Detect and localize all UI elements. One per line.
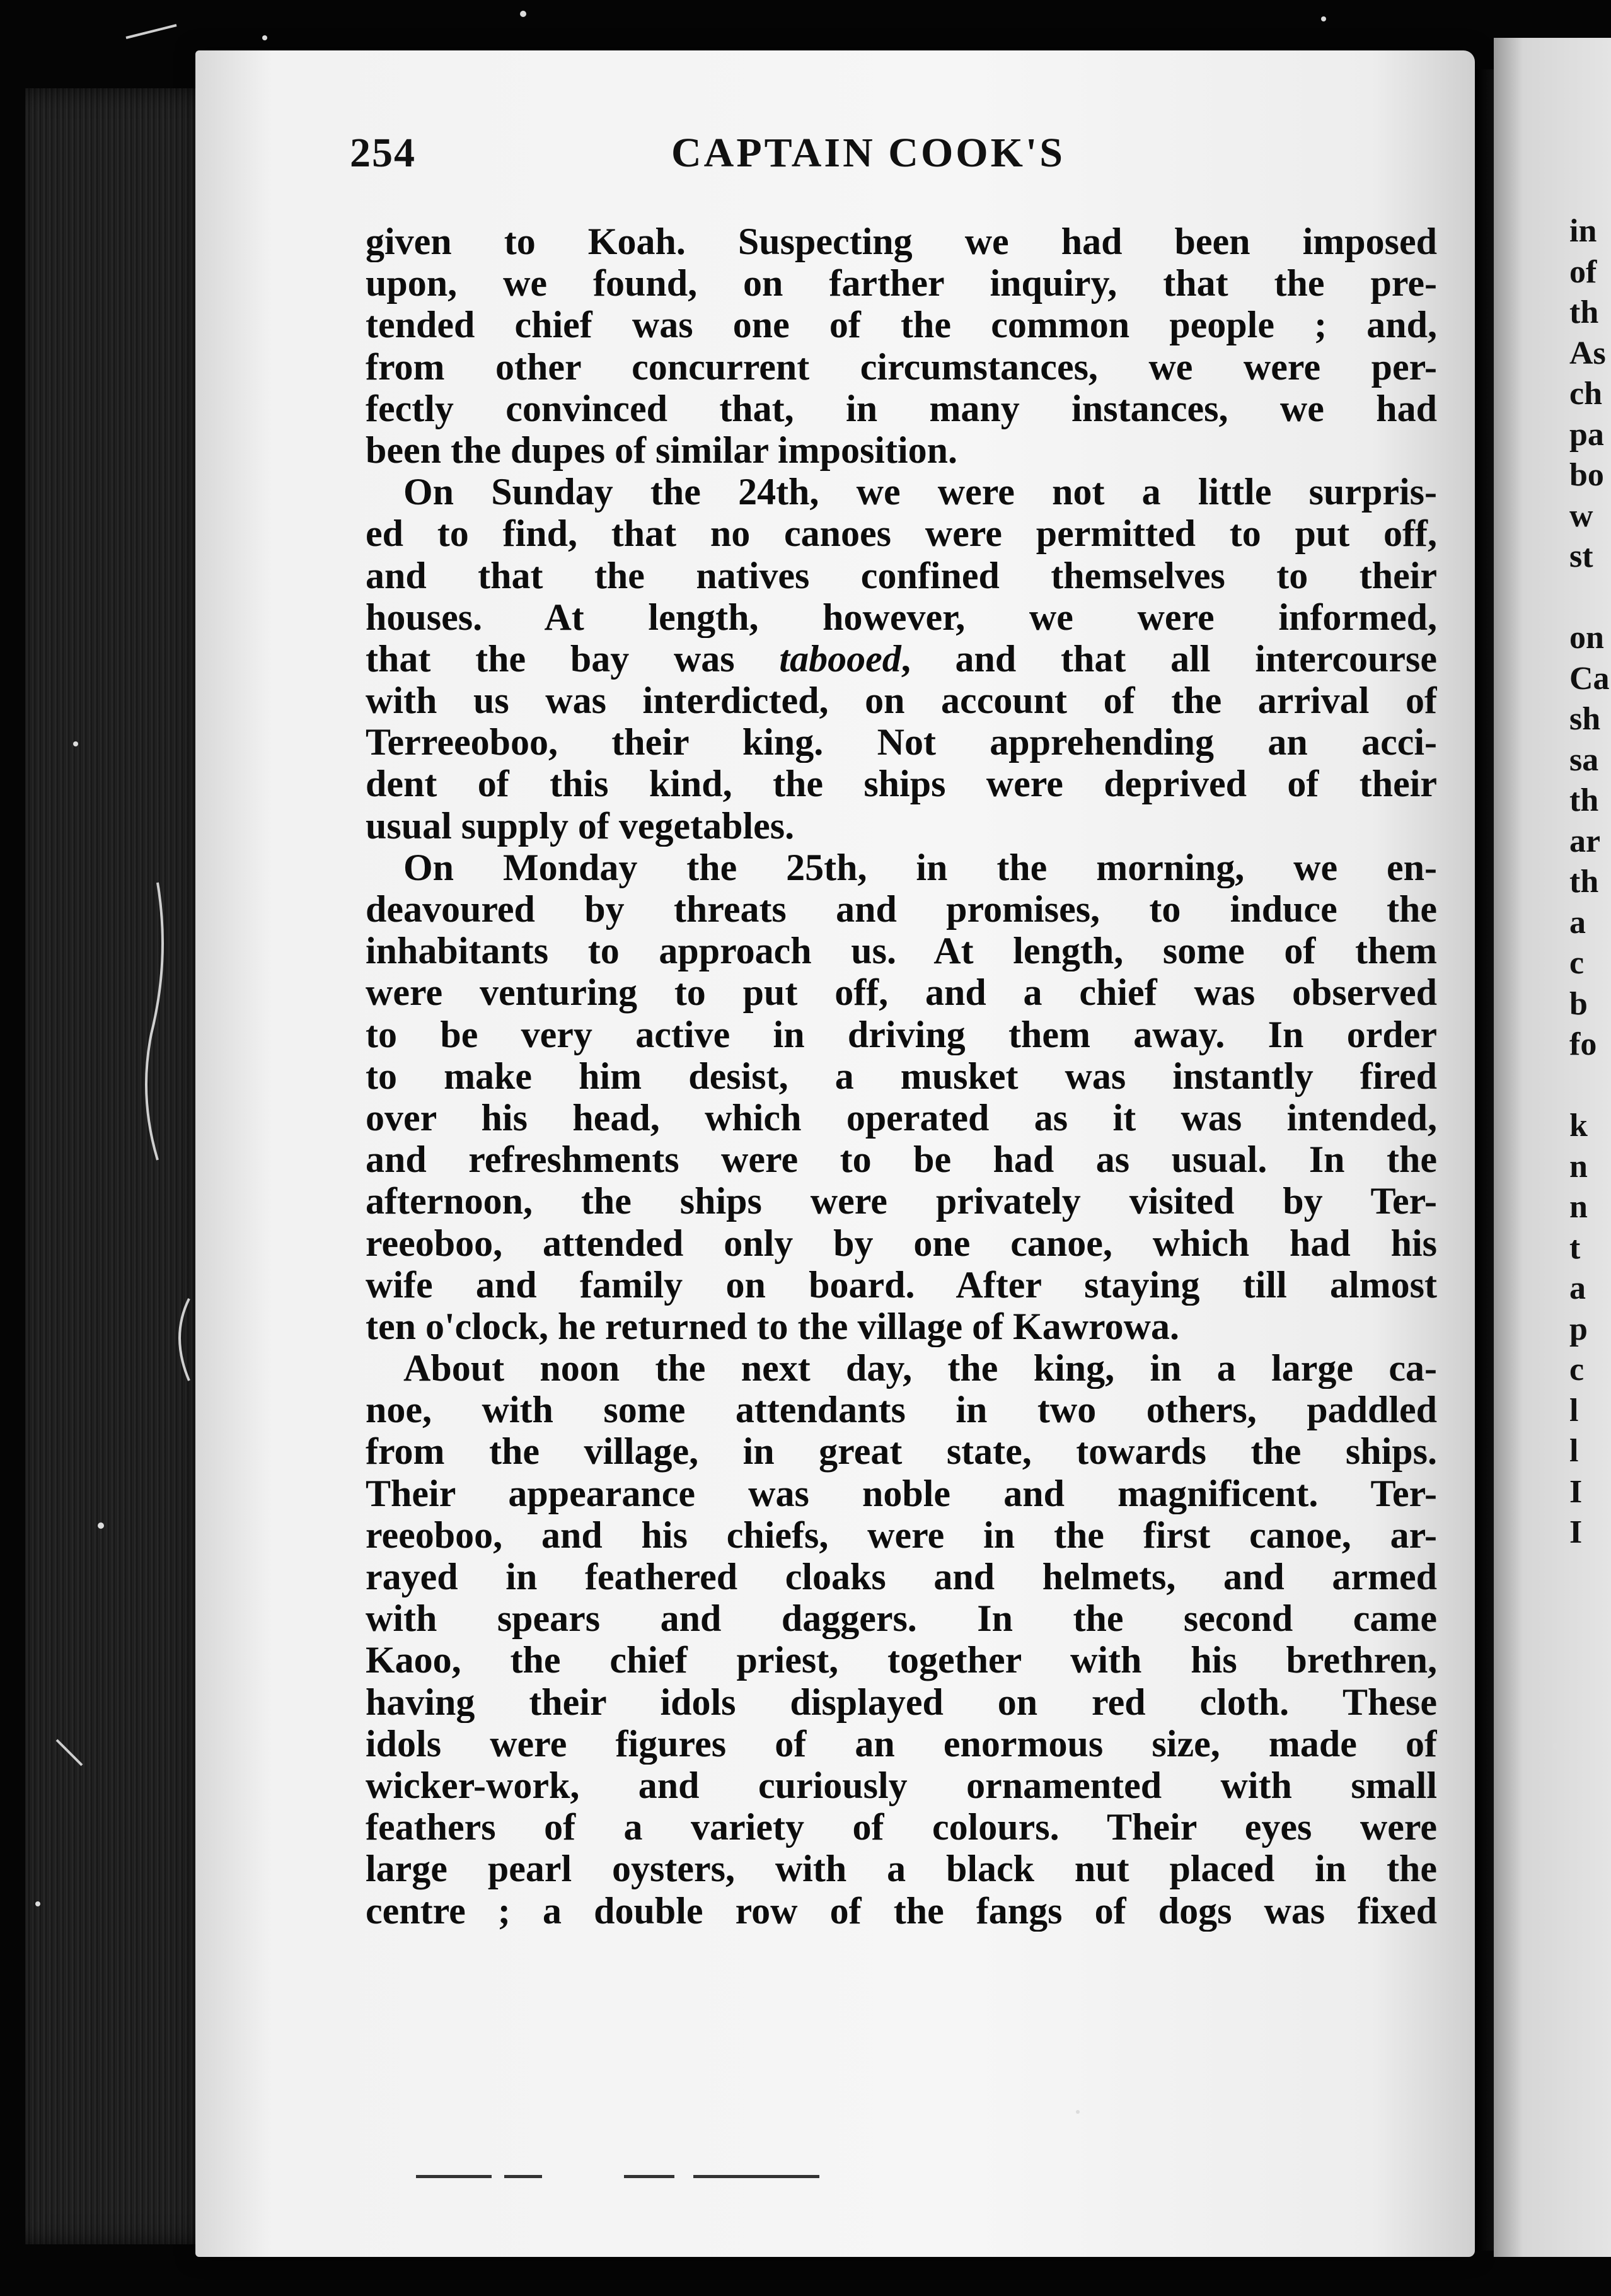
text-line: having their idols displayed on red cloth. These [366, 1681, 1437, 1723]
opposite-line-fragment [1569, 1756, 1611, 1797]
opposite-line-fragment [1569, 1635, 1611, 1676]
text-line: to make him desist, a musket was instantly fired [366, 1055, 1437, 1097]
opposite-line-fragment: k [1569, 1108, 1588, 1144]
opposite-line-fragment [1569, 1838, 1611, 1879]
text-line: reeoboo, attended only by one canoe, which had his [366, 1222, 1437, 1264]
opposite-line-fragment: c [1569, 945, 1585, 981]
italic-word: tabooed [779, 637, 901, 680]
opposite-line-fragment: fo [1569, 1026, 1597, 1062]
opposite-line-fragment: a [1569, 904, 1586, 941]
text-line: ten o'clock, he returned to the village of Kawrowa. [366, 1305, 1179, 1347]
opposite-line-fragment: Ca [1569, 660, 1610, 697]
text-line: usual supply of vegetables. [366, 804, 795, 847]
opposite-line-fragment: I [1569, 1514, 1583, 1550]
opposite-line-fragment: As [1569, 335, 1606, 371]
footer-rule [504, 2175, 542, 2178]
footer-rule [416, 2175, 492, 2178]
opposite-line-fragment: w [1569, 497, 1593, 534]
text-line: over his head, which operated as it was intended, [366, 1096, 1437, 1139]
text-line: that the bay was tabooed, and that all intercourse [366, 637, 1437, 680]
text-line: upon, we found, on farther inquiry, that the pre- [366, 262, 1437, 304]
opposite-line-fragment [1569, 1675, 1611, 1716]
opposite-line-fragment [1569, 1065, 1611, 1106]
opposite-line-fragment: pa [1569, 416, 1604, 453]
text-line: and that the natives confined themselves to their [366, 554, 1437, 596]
page-number: 254 [350, 130, 416, 176]
opposite-line-fragment: th [1569, 864, 1599, 900]
opposite-line-fragment: ch [1569, 376, 1602, 412]
text-line: rayed in feathered cloaks and helmets, and armed [366, 1556, 1437, 1597]
text-line: afternoon, the ships were privately visited by Ter- [366, 1180, 1437, 1222]
text-line: idols were figures of an enormous size, made of [366, 1722, 1437, 1765]
opposite-line-fragment: st [1569, 538, 1593, 574]
text-line: feathers of a variety of colours. Their eyes were [366, 1806, 1437, 1848]
text-line: and refreshments were to be had as usual. In the [366, 1139, 1437, 1181]
text-line: noe, with some attendants in two others, paddled [366, 1389, 1437, 1431]
text-line: from the village, in great state, towards the ships. [366, 1430, 1437, 1473]
text-line: reeoboo, and his chiefs, were in the first canoe, ar- [366, 1514, 1437, 1556]
opposite-line-fragment: on [1569, 620, 1604, 656]
opposite-line-fragment: in [1569, 213, 1597, 249]
opposite-line-fragment: n [1569, 1148, 1588, 1185]
text-line: houses. At length, however, we were informed, [366, 596, 1437, 638]
text-line: ed to find, that no canoes were permitted to put off, [366, 513, 1437, 555]
text-line: On Sunday the 24th, we were not a little surpris- [403, 471, 1437, 513]
text-line: from other concurrent circumstances, we were per- [366, 345, 1437, 388]
text-line: wife and family on board. After staying till almost [366, 1263, 1437, 1306]
page-header [350, 129, 1434, 186]
opposite-line-fragment: l [1569, 1392, 1579, 1429]
opposite-page-text [1569, 211, 1611, 1879]
opposite-line-fragment [1569, 1594, 1611, 1635]
opposite-line-fragment: a [1569, 1270, 1586, 1306]
text-line: deavoured by threats and promises, to induce the [366, 888, 1437, 930]
opposite-line-fragment: b [1569, 985, 1588, 1022]
text-line: tended chief was one of the common people ; and, [366, 304, 1437, 346]
opposite-line-fragment: sa [1569, 741, 1599, 778]
text-line: large pearl oysters, with a black nut placed in the [366, 1848, 1437, 1890]
text-line: were venturing to put off, and a chief was observed [366, 971, 1437, 1014]
text-line: On Monday the 25th, in the morning, we en- [403, 846, 1437, 888]
opposite-line-fragment: n [1569, 1189, 1588, 1225]
text-line: About noon the next day, the king, in a large ca- [403, 1347, 1437, 1389]
text-line: Terreeoboo, their king. Not apprehending an acci- [366, 721, 1437, 763]
opposite-line-fragment [1569, 1553, 1611, 1594]
text-line: with us was interdicted, on account of the arrival of [366, 680, 1437, 722]
opposite-line-fragment: th [1569, 782, 1599, 818]
text-line: with spears and daggers. In the second came [366, 1597, 1437, 1640]
opposite-line-fragment: sh [1569, 701, 1601, 737]
opposite-line-fragment: bo [1569, 457, 1604, 493]
opposite-line-fragment: c [1569, 1352, 1585, 1388]
text-line: fectly convinced that, in many instances, we had [366, 387, 1437, 429]
text-line: wicker-work, and curiously ornamented with small [366, 1764, 1437, 1806]
opposite-line-fragment: l [1569, 1433, 1579, 1469]
opposite-line-fragment: p [1569, 1311, 1588, 1347]
opposite-line-fragment: of [1569, 253, 1597, 290]
text-line: centre ; a double row of the fangs of dogs was fixed [366, 1889, 1437, 1932]
footer-rule [624, 2175, 674, 2178]
opposite-line-fragment: t [1569, 1229, 1581, 1266]
text-line: given to Koah. Suspecting we had been imposed [366, 221, 1437, 262]
text-line: to be very active in driving them away. In order [366, 1013, 1437, 1055]
text-line: Their appearance was noble and magnificent. Ter- [366, 1472, 1437, 1514]
opposite-line-fragment [1569, 1716, 1611, 1757]
footer-rule [693, 2175, 819, 2178]
opposite-line-fragment [1569, 577, 1611, 618]
text-line: dent of this kind, the ships were deprived of their [366, 763, 1437, 805]
opposite-line-fragment: ar [1569, 823, 1601, 859]
opposite-line-fragment [1569, 1797, 1611, 1838]
body-text [366, 221, 1437, 1932]
text-line: been the dupes of similar imposition. [366, 429, 957, 471]
text-line: Kaoo, the chief priest, together with his brethren, [366, 1639, 1437, 1681]
opposite-line-fragment: I [1569, 1473, 1583, 1510]
text-line: inhabitants to approach us. At length, some of them [366, 930, 1437, 972]
opposite-line-fragment: th [1569, 294, 1599, 330]
running-head: CAPTAIN COOK'S [671, 130, 1065, 176]
